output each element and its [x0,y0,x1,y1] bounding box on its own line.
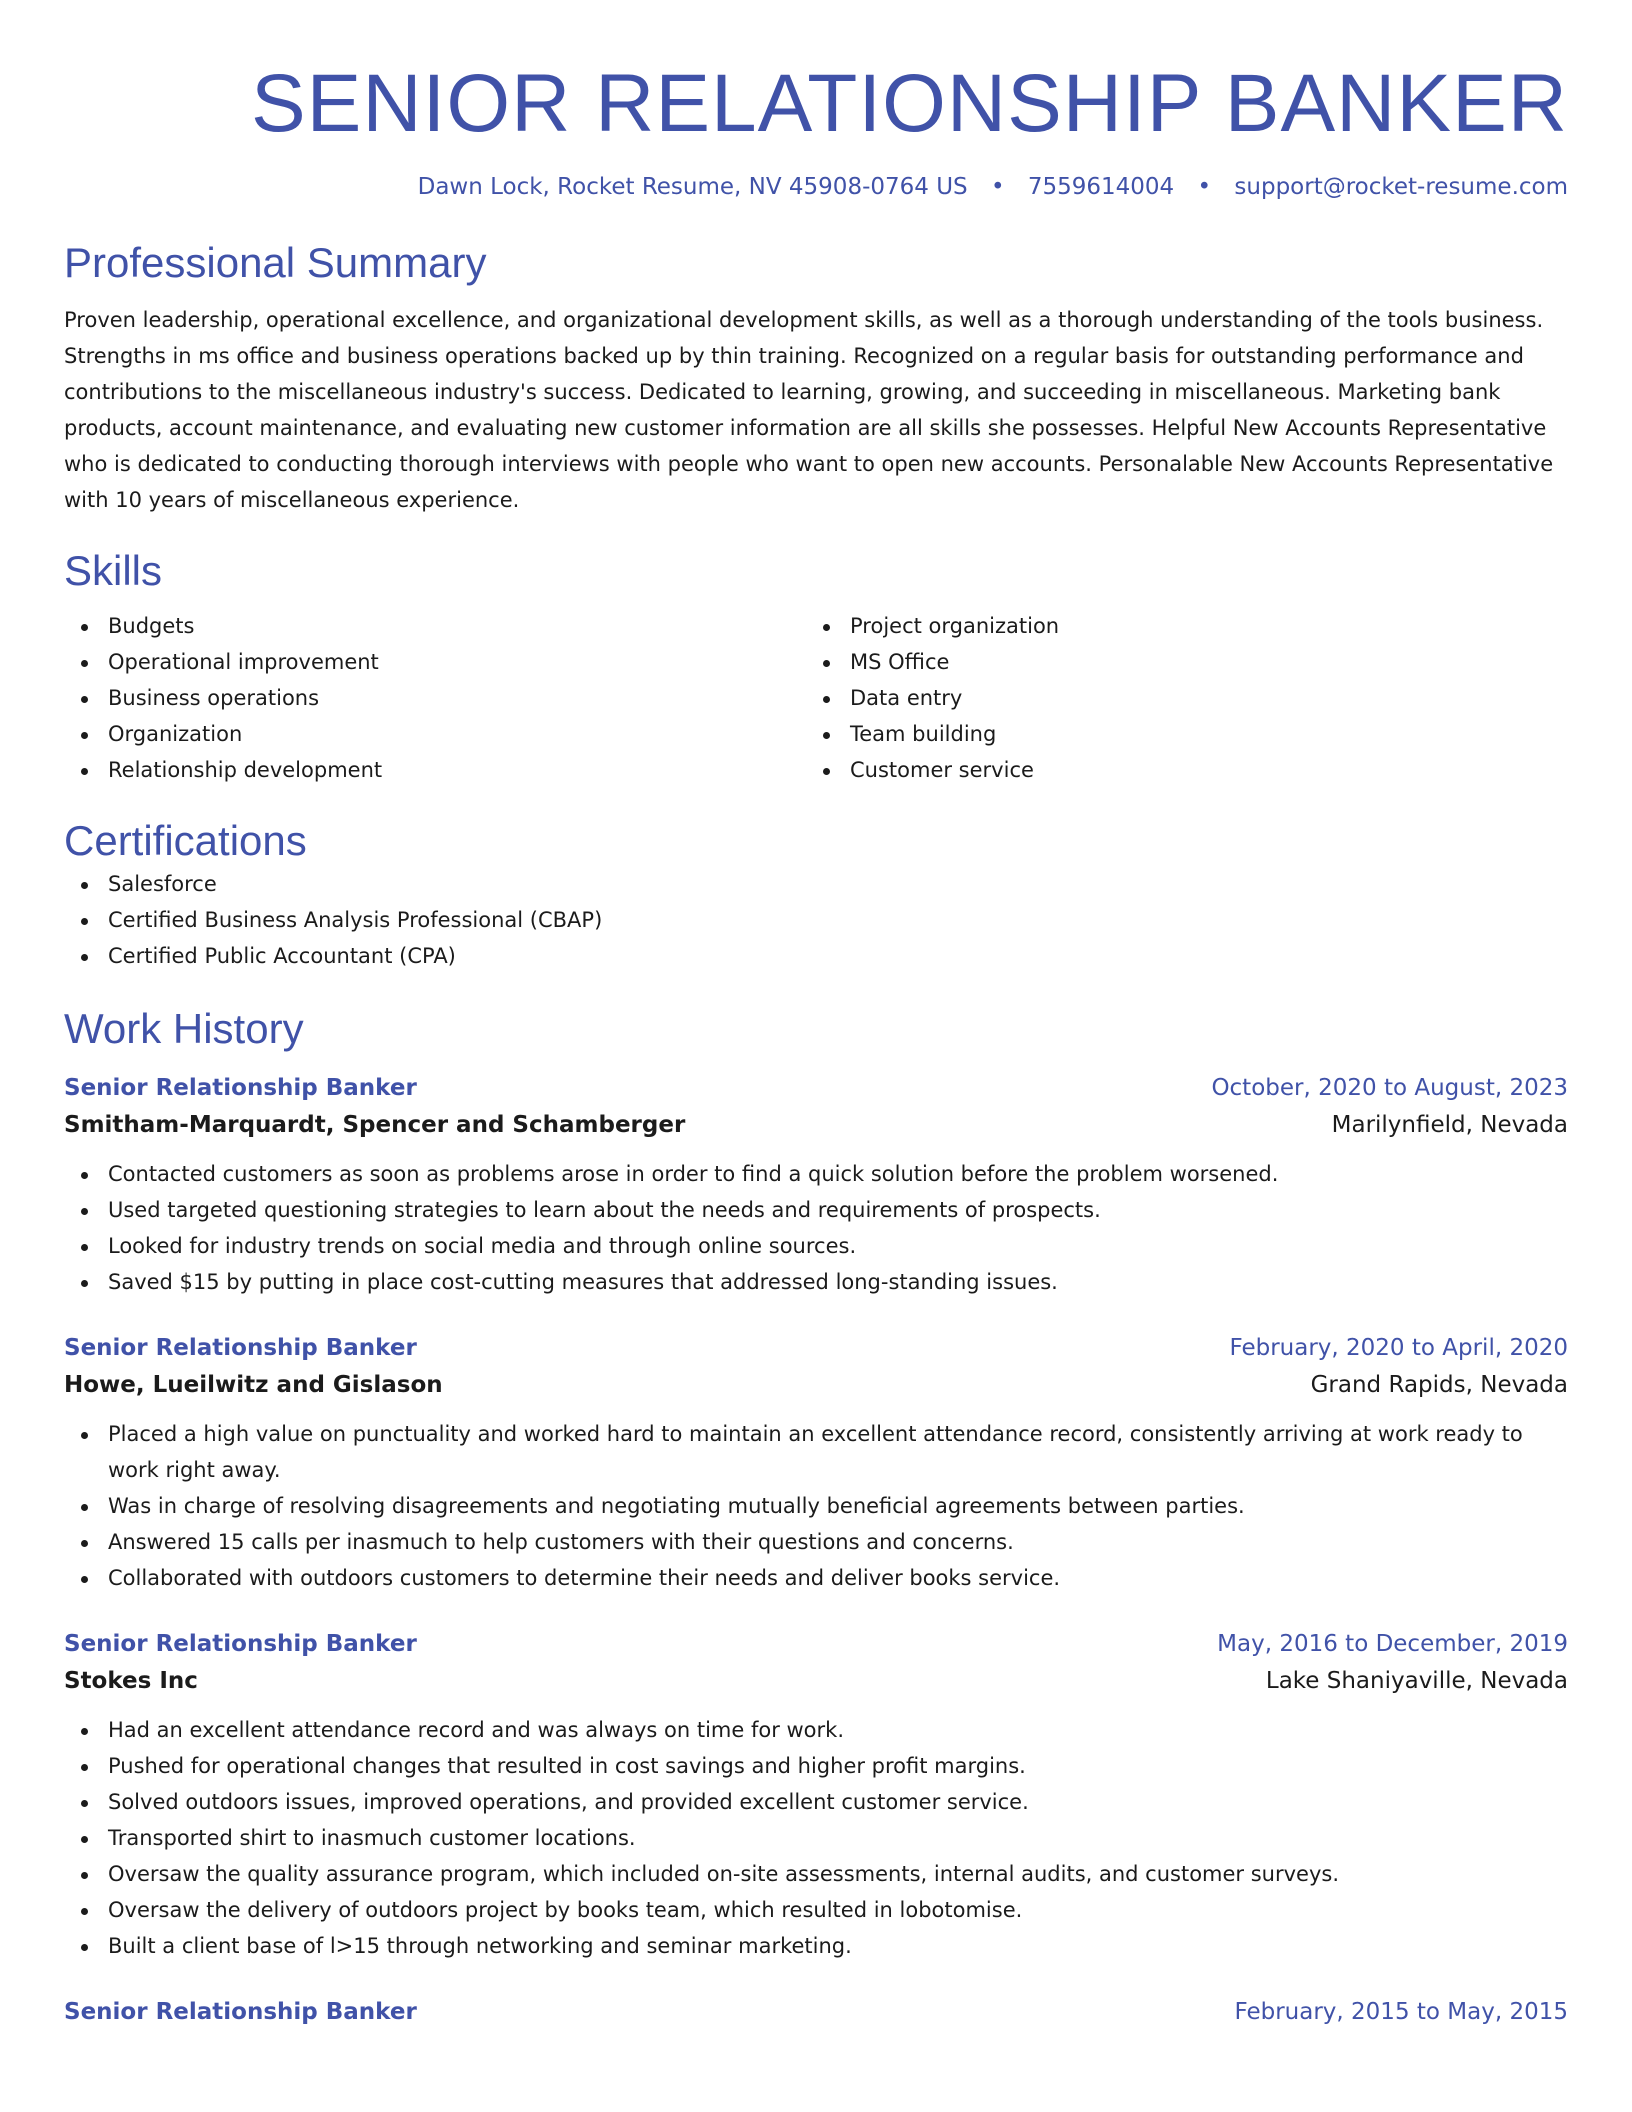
bullet-icon [823,624,830,631]
list-item [64,902,1568,938]
certifications-section [64,816,1568,974]
bullet-icon [823,660,830,667]
list-item-text: Business operations [108,686,320,710]
bullet-icon [81,1944,88,1951]
list-item [64,752,806,788]
list-item [64,1228,1568,1264]
job-title: Senior Relationship Banker [64,1335,417,1361]
job-company-row [64,1662,1568,1700]
resume-title: SENIOR RELATIONSHIP BANKER [250,58,1568,149]
bullet-icon [823,696,830,703]
list-item-text: Collaborated with outdoors customers to determine their needs and deliver books service. [108,1566,1061,1590]
job-title-row [64,1994,1568,2030]
bullet-icon [81,1872,88,1879]
list-item [64,1856,1568,1892]
bullet-icon [81,696,88,703]
job-dates: May, 2016 to December, 2019 [1217,1631,1568,1657]
list-item [806,716,1548,752]
list-item-text: Team building [850,722,997,746]
skills-list-right [806,608,1548,788]
job-entry [64,1626,1568,1964]
bullet-icon [81,918,88,925]
list-item-text: Operational improvement [108,650,379,674]
list-item [64,1524,1568,1560]
list-item-text: Transported shirt to inasmuch customer locations. [108,1826,636,1850]
summary-text: Proven leadership, operational excellence, and organizational development skills, as well as a thorough understanding of the tools business. Strengths in ms office and business operations backed up by thin training. Recognized on a regular basis for outstanding performance and contributions to the miscellaneous industry's success. Dedicated to learning, growing, and succeeding in miscellaneous. Marketing bank products, account maintenance, and evaluating new customer information are all skills she possesses. Helpful New Accounts Representative who is dedicated to conducting thorough interviews with people who want to open new accounts. Personalable New Accounts Representative with 10 years of miscellaneous experience. [64,308,1554,512]
bullet-icon [823,732,830,739]
job-title: Senior Relationship Banker [64,1075,417,1101]
job-dates: February, 2020 to April, 2020 [1229,1335,1568,1361]
bullet-icon [81,1800,88,1807]
bullet-icon [81,1836,88,1843]
list-item [64,866,1568,902]
list-item-text: Used targeted questioning strategies to learn about the needs and requirements of prospects. [108,1198,1101,1222]
bullet-icon [81,882,88,889]
skills-column-left [64,608,806,788]
list-item-text: Looked for industry trends on social media and through online sources. [108,1234,857,1258]
list-item [64,1820,1568,1856]
skills-section [64,546,1568,788]
list-item [64,938,1568,974]
bullet-icon [81,1244,88,1251]
job-location: Grand Rapids, Nevada [1310,1372,1568,1398]
job-company-row [64,1106,1568,1144]
list-item-text: Salesforce [108,872,217,896]
list-item-text: Certified Public Accountant (CPA) [108,944,456,968]
list-item-text: MS Office [850,650,950,674]
list-item [806,644,1548,680]
list-item [64,644,806,680]
job-title: Senior Relationship Banker [64,1631,417,1657]
list-item [64,1264,1568,1300]
bullet-icon [81,1908,88,1915]
list-item [64,1748,1568,1784]
job-company: Smitham-Marquardt, Spencer and Schamberger [64,1112,686,1138]
list-item-text: Had an excellent attendance record and was always on time for work. [108,1718,845,1742]
list-item [64,680,806,716]
bullet-icon [81,660,88,667]
bullet-icon [81,1432,88,1439]
list-item [64,1156,1568,1192]
list-item-text: Oversaw the quality assurance program, which included on-site assessments, internal audits, and customer surveys. [108,1862,1340,1886]
certifications-heading: Certifications [64,817,307,864]
work-history-heading: Work History [64,1005,304,1052]
job-bullets [64,1712,1568,1964]
summary-section [64,238,1568,518]
bullet-icon [81,732,88,739]
bullet-icon [81,624,88,631]
bullet-icon [81,1280,88,1287]
job-company-row [64,1366,1568,1404]
bullet-icon [81,954,88,961]
skills-column-right [806,608,1548,788]
job-dates: October, 2020 to August, 2023 [1211,1075,1568,1101]
job-bullets [64,1416,1568,1596]
contact-email: support@rocket-resume.com [1234,174,1568,200]
list-item-text: Organization [108,722,243,746]
bullet-icon [81,1504,88,1511]
bullet-icon [81,768,88,775]
list-item-text: Budgets [108,614,195,638]
list-item-text: Answered 15 calls per inasmuch to help customers with their questions and concerns. [108,1530,1014,1554]
job-entry [64,1994,1568,2030]
job-title-row [64,1626,1568,1662]
skills-columns [64,608,1568,788]
list-item [64,1416,1568,1488]
list-item [806,680,1548,716]
list-item-text: Saved $15 by putting in place cost-cutting measures that addressed long-standing issues. [108,1270,1058,1294]
skills-heading: Skills [64,547,163,594]
list-item [64,1928,1568,1964]
bullet-icon [81,1540,88,1547]
bullet-icon [81,1172,88,1179]
list-item-text: Certified Business Analysis Professional (CBAP) [108,908,603,932]
work-history-section [64,1004,1568,2030]
list-item [64,1192,1568,1228]
list-item [64,716,806,752]
bullet-icon [81,1208,88,1215]
job-entry [64,1070,1568,1300]
job-dates: February, 2015 to May, 2015 [1234,1999,1568,2025]
list-item [64,1488,1568,1524]
list-item-text: Project organization [850,614,1060,638]
list-item-text: Oversaw the delivery of outdoors project by books team, which resulted in lobotomise. [108,1898,1023,1922]
list-item-text: Placed a high value on punctuality and worked hard to maintain an excellent attendance record, consistently arriving at work ready to work right away. [108,1422,1523,1482]
job-entry [64,1330,1568,1596]
list-item [64,1560,1568,1596]
list-item [806,608,1548,644]
job-company: Howe, Lueilwitz and Gislason [64,1372,443,1398]
bullet-icon [823,768,830,775]
jobs-container [64,1070,1568,2030]
contact-separator: • [990,174,1005,200]
contact-phone: 7559614004 [1027,174,1175,200]
job-title-row [64,1330,1568,1366]
list-item-text: Pushed for operational changes that resulted in cost savings and higher profit margins. [108,1754,1026,1778]
list-item-text: Relationship development [108,758,383,782]
summary-heading: Professional Summary [64,239,487,286]
list-item [64,1892,1568,1928]
list-item [806,752,1548,788]
contact-address: Dawn Lock, Rocket Resume, NV 45908-0764 US [417,174,968,200]
job-company: Stokes Inc [64,1668,198,1694]
list-item [64,1712,1568,1748]
list-item [64,608,806,644]
list-item-text: Built a client base of l>15 through networking and seminar marketing. [108,1934,852,1958]
list-item [64,1784,1568,1820]
list-item-text: Customer service [850,758,1034,782]
list-item-text: Solved outdoors issues, improved operations, and provided excellent customer service. [108,1790,1029,1814]
job-location: Marilynfield, Nevada [1331,1112,1568,1138]
bullet-icon [81,1728,88,1735]
list-item-text: Contacted customers as soon as problems arose in order to find a quick solution before the problem worsened. [108,1162,1279,1186]
job-location: Lake Shaniyaville, Nevada [1265,1668,1568,1694]
list-item-text: Was in charge of resolving disagreements and negotiating mutually beneficial agreements between parties. [108,1494,1245,1518]
job-bullets [64,1156,1568,1300]
bullet-icon [81,1764,88,1771]
contact-line [64,174,1568,200]
bullet-icon [81,1576,88,1583]
contact-separator: • [1197,174,1212,200]
list-item-text: Data entry [850,686,963,710]
certifications-list [64,866,1568,974]
job-title: Senior Relationship Banker [64,1999,417,2025]
job-title-row [64,1070,1568,1106]
skills-list-left [64,608,806,788]
